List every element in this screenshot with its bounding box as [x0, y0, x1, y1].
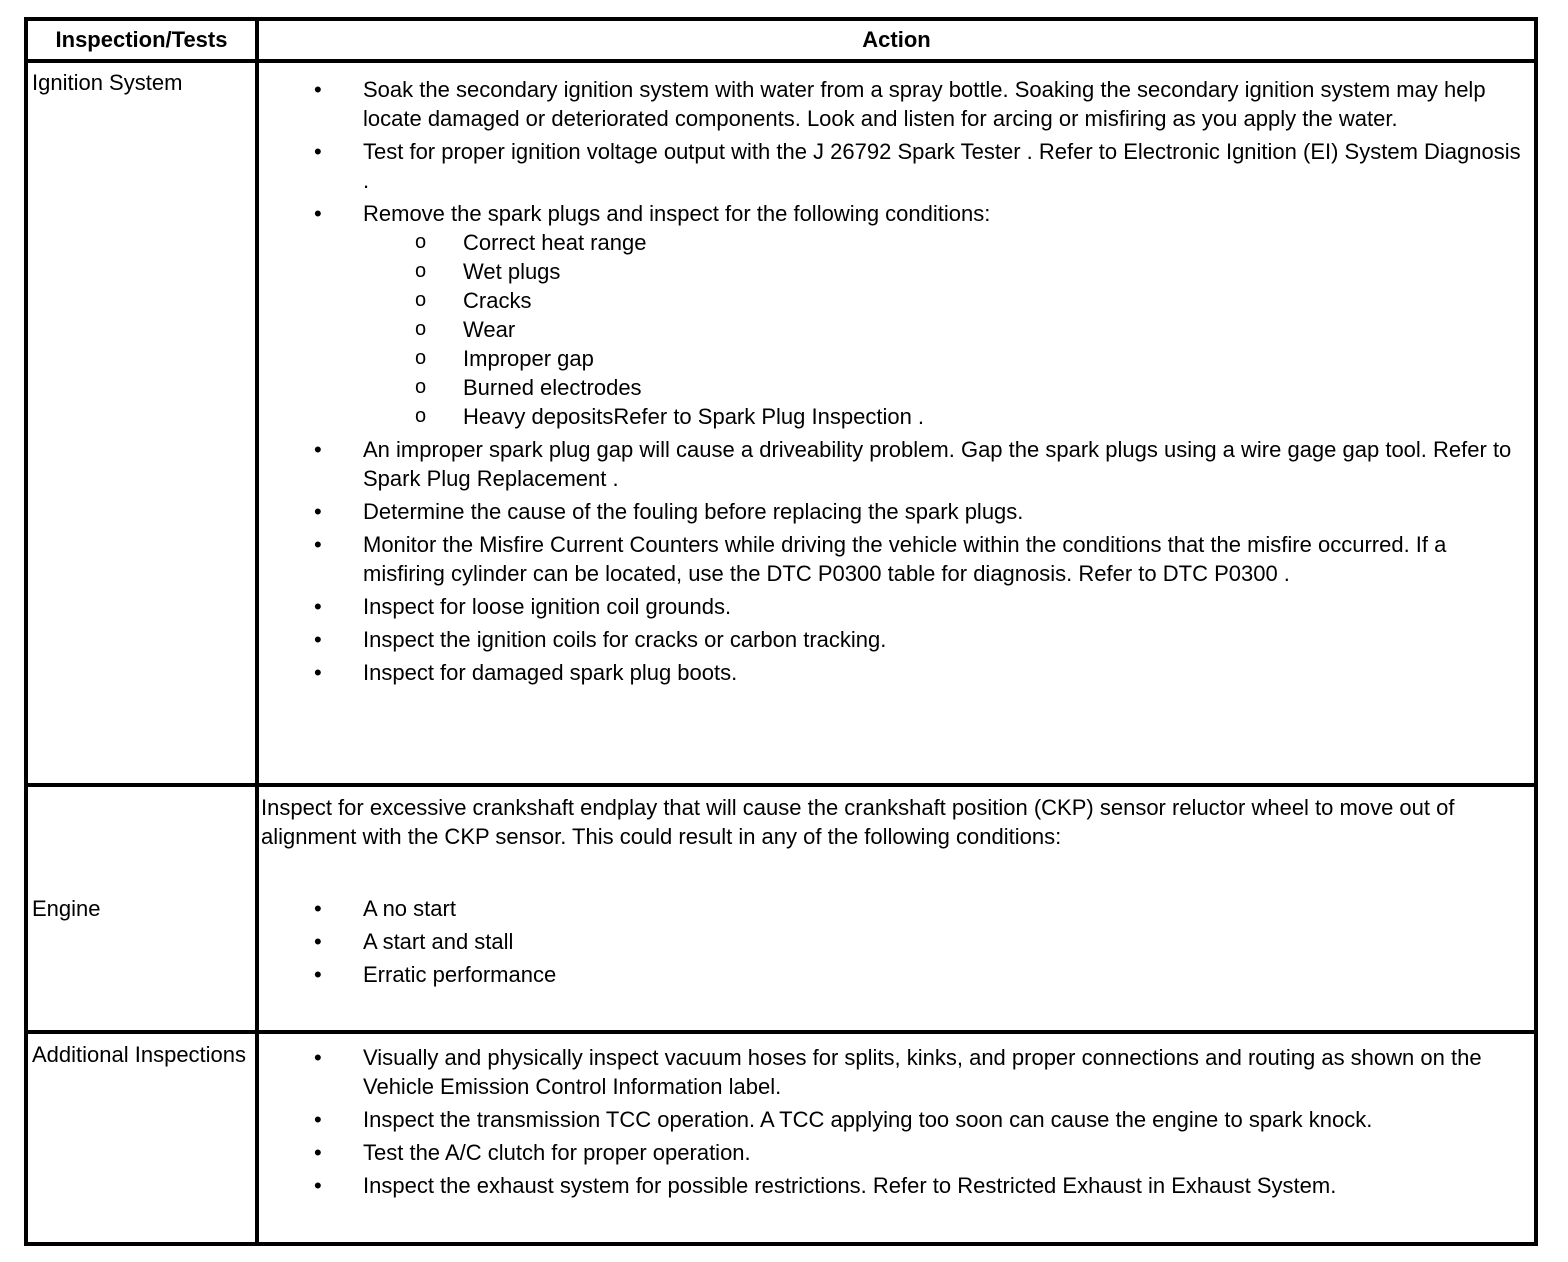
- table-header-row: [28, 21, 1534, 63]
- row-label: Ignition System: [32, 70, 183, 95]
- bullet-item: [261, 658, 1530, 687]
- bullet-item: [261, 927, 1530, 956]
- bullet-text: Monitor the Misfire Current Counters while driving the vehicle within the conditions that the misfire occurred. If a misfiring cylinder can be located, use the DTC P0300 table for diagnosis. Refer to DTC P0300 .: [363, 532, 1447, 586]
- bullet-icon: •: [314, 1173, 322, 1198]
- bullet-item: [261, 1043, 1530, 1101]
- sub-bullet-list: [363, 228, 1530, 431]
- bullet-icon: •: [314, 1045, 322, 1070]
- sub-bullet-item: [363, 315, 1530, 344]
- circle-bullet-icon: o: [415, 231, 427, 253]
- table-row-engine: [28, 787, 1534, 1031]
- row-action: [261, 75, 1530, 691]
- bullet-icon: •: [314, 594, 322, 619]
- bullet-icon: •: [314, 532, 322, 557]
- bullet-text: Soak the secondary ignition system with water from a spray bottle. Soaking the secondary ignition system may help locate damaged or deteriorated components. Look and listen for arcing or misfiring as you apply the water.: [363, 77, 1486, 131]
- row-action: [261, 793, 1530, 993]
- sub-bullet-item: [363, 286, 1530, 315]
- bullet-text: Test the A/C clutch for proper operation.: [363, 1140, 751, 1165]
- header-inspection-tests: Inspection/Tests: [55, 27, 228, 52]
- bullet-text: A start and stall: [363, 929, 514, 954]
- bullet-item: [261, 894, 1530, 923]
- circle-bullet-icon: o: [415, 405, 427, 427]
- sub-bullet-item: [363, 402, 1530, 431]
- action-bullet-list: [261, 894, 1530, 989]
- sub-bullet-text: Wear: [463, 317, 516, 342]
- sub-bullet-text: Correct heat range: [463, 230, 647, 255]
- bullet-icon: •: [314, 139, 322, 164]
- bullet-icon: •: [314, 962, 322, 987]
- circle-bullet-icon: o: [415, 376, 427, 398]
- bullet-icon: •: [314, 499, 322, 524]
- bullet-text: Remove the spark plugs and inspect for the following conditions:: [363, 201, 991, 226]
- inspection-table: [24, 17, 1538, 1246]
- bullet-icon: •: [314, 929, 322, 954]
- bullet-text: Inspect the transmission TCC operation. A TCC applying too soon can cause the engine to spark knock.: [363, 1107, 1373, 1132]
- sub-bullet-item: [363, 344, 1530, 373]
- bullet-icon: •: [314, 660, 322, 685]
- action-bullet-list: [261, 75, 1530, 687]
- row-action: [261, 1043, 1530, 1204]
- circle-bullet-icon: o: [415, 260, 427, 282]
- sub-bullet-text: Cracks: [463, 288, 532, 313]
- bullet-item: [261, 137, 1530, 195]
- bullet-icon: •: [314, 1140, 322, 1165]
- bullet-text: An improper spark plug gap will cause a driveability problem. Gap the spark plugs using a wire gage gap tool. Refer to Spark Plug Replacement .: [363, 437, 1512, 491]
- sub-bullet-item: [363, 257, 1530, 286]
- bullet-text: Inspect the ignition coils for cracks or carbon tracking.: [363, 627, 887, 652]
- sub-bullet-text: Wet plugs: [463, 259, 561, 284]
- sub-bullet-text: Improper gap: [463, 346, 594, 371]
- sub-bullet-item: [363, 373, 1530, 402]
- bullet-text: Inspect for damaged spark plug boots.: [363, 660, 738, 685]
- bullet-item: [261, 592, 1530, 621]
- bullet-icon: •: [314, 896, 322, 921]
- bullet-item: [261, 435, 1530, 493]
- bullet-icon: •: [314, 201, 322, 226]
- table-row-ignition-system: [28, 63, 1534, 783]
- bullet-icon: •: [314, 1107, 322, 1132]
- bullet-text: Inspect for loose ignition coil grounds.: [363, 594, 732, 619]
- circle-bullet-icon: o: [415, 347, 427, 369]
- bullet-item: [261, 497, 1530, 526]
- bullet-text: Inspect the exhaust system for possible restrictions. Refer to Restricted Exhaust in Exhaust System.: [363, 1173, 1337, 1198]
- bullet-text: A no start: [363, 896, 456, 921]
- action-bullet-list: [261, 1043, 1530, 1200]
- engine-intro-text: Inspect for excessive crankshaft endplay that will cause the crankshaft position (CKP) sensor reluctor wheel to move out of alignment with the CKP sensor. This could result in any of the following conditions:: [261, 795, 1455, 849]
- bullet-text: Erratic performance: [363, 962, 557, 987]
- row-label: Additional Inspections: [32, 1042, 247, 1067]
- bullet-icon: •: [314, 437, 322, 462]
- bullet-icon: •: [314, 77, 322, 102]
- bullet-item: [261, 625, 1530, 654]
- bullet-item: [261, 530, 1530, 588]
- bullet-item: [261, 1171, 1530, 1200]
- header-action: Action: [862, 27, 931, 52]
- bullet-text: Test for proper ignition voltage output with the J 26792 Spark Tester . Refer to Electronic Ignition (EI) System Diagnosis .: [363, 139, 1521, 193]
- table-row-additional-inspections: [28, 1034, 1534, 1246]
- circle-bullet-icon: o: [415, 318, 427, 340]
- bullet-item: [261, 1138, 1530, 1167]
- row-label: Engine: [32, 896, 101, 921]
- bullet-item: [261, 1105, 1530, 1134]
- bullet-text: Visually and physically inspect vacuum hoses for splits, kinks, and proper connections and routing as shown on the Vehicle Emission Control Information label.: [363, 1045, 1482, 1099]
- circle-bullet-icon: o: [415, 289, 427, 311]
- sub-bullet-text: Heavy depositsRefer to Spark Plug Inspection .: [463, 404, 925, 429]
- bullet-item: [261, 75, 1530, 133]
- bullet-item: [261, 199, 1530, 431]
- sub-bullet-item: [363, 228, 1530, 257]
- bullet-text: Determine the cause of the fouling before replacing the spark plugs.: [363, 499, 1024, 524]
- bullet-item: [261, 960, 1530, 989]
- sub-bullet-text: Burned electrodes: [463, 375, 642, 400]
- bullet-icon: •: [314, 627, 322, 652]
